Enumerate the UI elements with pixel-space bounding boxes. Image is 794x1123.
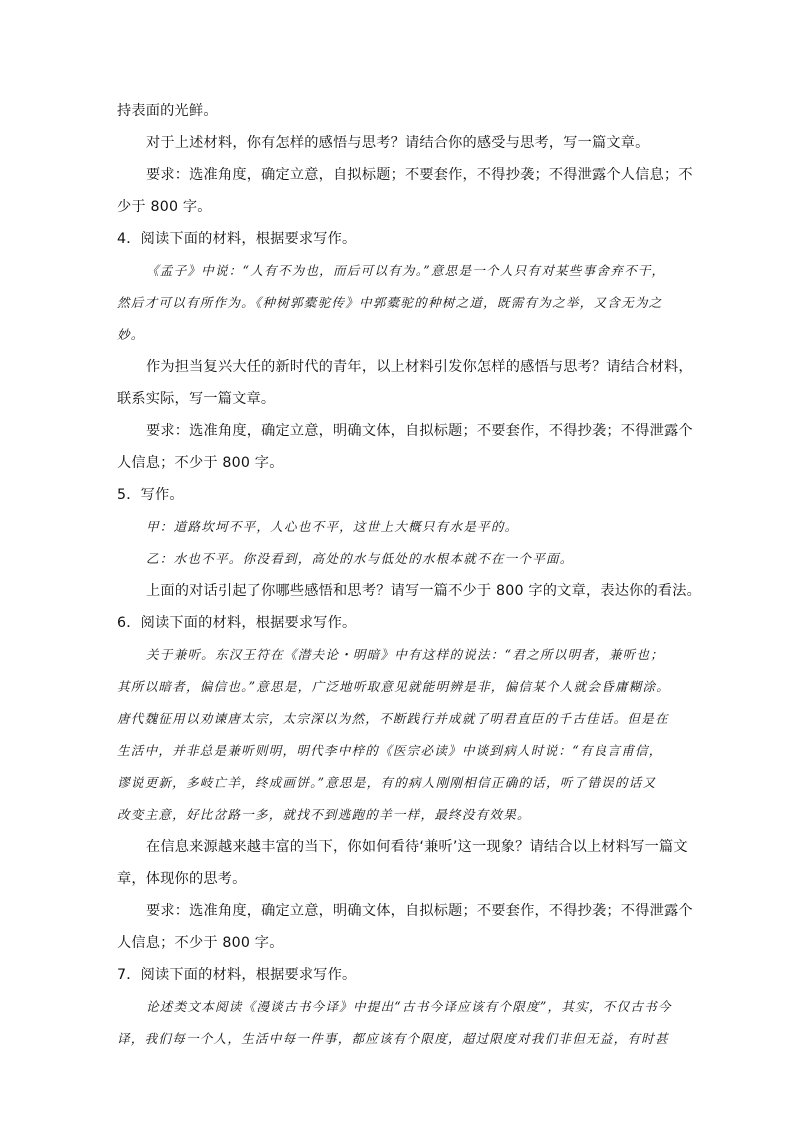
material-line: 妙。 [117, 327, 145, 342]
requirement-line: 人信息；不少于 800 字。 [117, 935, 284, 951]
text-line: 持表面的光鲜。 [117, 103, 218, 119]
requirement-line: 要求：选准角度，确定立意，自拟标题；不要套作，不得抄袭；不得泄露个人信息；不 [146, 167, 693, 183]
question-heading-7: 7．阅读下面的材料，根据要求写作。 [117, 967, 357, 983]
material-line: 论述类文本阅读《漫谈古书今译》中提出“古书今译应该有个限度”，其实，不仅古书今 [146, 999, 672, 1014]
question-heading-5: 5．写作。 [117, 487, 184, 503]
prompt-line: 联系实际，写一篇文章。 [117, 391, 276, 407]
material-line: 改变主意，好比岔路一多，就找不到逃跑的羊一样，最终没有效果。 [117, 807, 531, 822]
material-line: 谬说更新，多岐亡羊，终成画饼。”意思是，有的病人刚刚相信正确的话，听了错误的话又 [117, 775, 657, 790]
dialogue-line: 乙：水也不平。你没看到，高处的水与低处的水根本就不在一个平面。 [146, 551, 574, 566]
question-heading-6: 6．阅读下面的材料，根据要求写作。 [117, 615, 357, 631]
prompt-line: 作为担当复兴大任的新时代的青年，以上材料引发你怎样的感悟与思考？请结合材料， [146, 359, 693, 375]
dialogue-line: 甲：道路坎坷不平，人心也不平，这世上大概只有水是平的。 [146, 519, 519, 534]
material-line: 其所以暗者，偏信也。”意思是，广泛地听取意见就能明辨是非，偏信某个人就会昏庸糊涂。 [117, 679, 671, 694]
material-line: 关于兼听。东汉王符在《潜夫论・明暗》中有这样的说法：“君之所以明者，兼听也； [146, 647, 665, 662]
prompt-line: 在信息来源越来越丰富的当下，你如何看待‘兼听’这一现象？请结合以上材料写一篇文 [146, 839, 688, 855]
text-line: 对于上述材料，你有怎样的感悟与思考？请结合你的感受与思考，写一篇文章。 [146, 135, 650, 151]
requirement-line: 要求：选准角度，确定立意，明确文体，自拟标题；不要套作，不得抄袭；不得泄露个 [146, 423, 693, 439]
material-line: 译，我们每一个人，生活中每一件事，都应该有个限度，超过限度对我们非但无益，有时甚 [117, 1031, 669, 1046]
text-line: 少于 800 字。 [117, 199, 212, 215]
material-line: 然后才可以有所作为。《种树郭橐驼传》中郭橐驼的种树之道，既需有为之举，又含无为之 [117, 295, 663, 310]
requirement-line: 人信息；不少于 800 字。 [117, 455, 284, 471]
prompt-line: 上面的对话引起了你哪些感悟和思考？请写一篇不少于 800 字的文章，表达你的看法。 [146, 583, 702, 599]
material-line: 生活中，并非总是兼听则明，明代李中梓的《医宗必读》中谈到病人时说：“有良言甫信， [117, 743, 663, 758]
material-line: 唐代魏征用以劝谏唐太宗，太宗深以为然，不断践行并成就了明君直臣的千古佳话。但是在 [117, 711, 669, 726]
prompt-line: 章，体现你的思考。 [117, 871, 247, 887]
material-line: 《孟子》中说：“人有不为也，而后可以有为。”意思是一个人只有对某些事舍弃不干， [146, 263, 666, 278]
question-heading-4: 4．阅读下面的材料，根据要求写作。 [117, 231, 357, 247]
requirement-line: 要求：选准角度，确定立意，明确文体，自拟标题；不要套作，不得抄袭；不得泄露个 [146, 903, 693, 919]
